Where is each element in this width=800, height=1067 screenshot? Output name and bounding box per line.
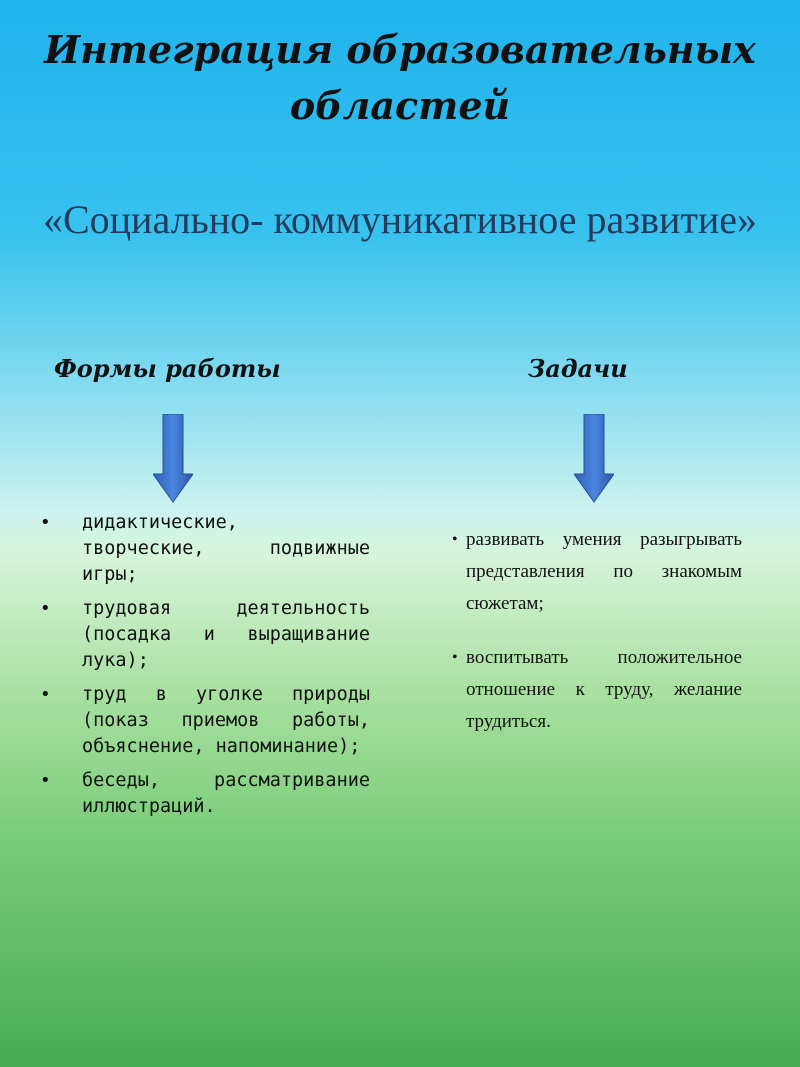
list-item: • трудовая деятельность (посадка и выращивание лука); — [40, 598, 370, 671]
list-item: • воспитывать положительное отношение к труду, желание трудиться. — [452, 647, 742, 732]
tasks-heading: Задачи — [528, 354, 628, 383]
list-item: • беседы, рассматривание иллюстраций. — [40, 770, 370, 817]
list-item: • труд в уголке природы (показ приемов работы, объяснение, напоминание); — [40, 684, 370, 757]
down-arrow-icon — [574, 414, 614, 504]
page-subtitle: «Социально- коммуникативное развитие» — [42, 197, 758, 242]
list-item: • развивать умения разыгрывать представления по знакомым сюжетам; — [452, 529, 742, 614]
down-arrow-icon — [153, 414, 193, 504]
page-title: Интеграция образовательных областей — [44, 27, 756, 128]
forms-heading: Формы работы — [54, 354, 281, 383]
tasks-list — [452, 524, 742, 760]
list-item: • дидактические, творческие, подвижные игры; — [40, 512, 370, 585]
forms-list — [38, 510, 370, 828]
